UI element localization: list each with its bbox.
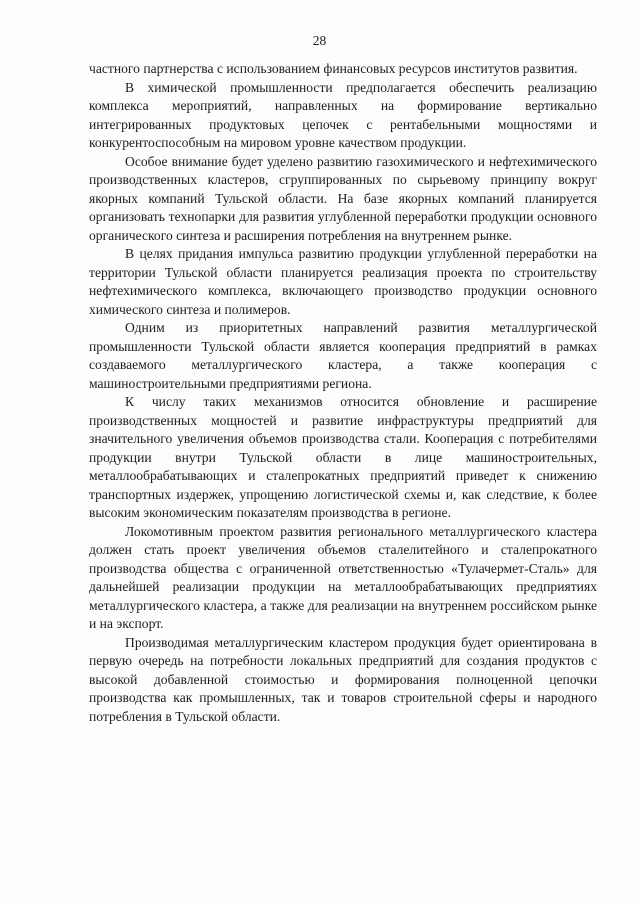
paragraph-metallurgy-priorities: Одним из приоритетных направлений развития металлургической промышленности Тульской области является кооперация предприятий в рамках создаваемого металлургического кластера, а также кооперация с машиностроительными предприятиями региона. bbox=[89, 320, 597, 391]
paragraph-clusters: Особое внимание будет уделено развитию газохимического и нефтехимического производственных кластеров, сгруппированных по сырьевому принципу вокруг якорных компаний Тульской области. На базе якорных компаний планируется организовать технопарки для развития углубленной переработки продукции основного органического синтеза и расширения потребления на внутреннем рынке. bbox=[89, 153, 597, 243]
document-body bbox=[89, 60, 597, 726]
paragraph-chemical-industry: В химической промышленности предполагается обеспечить реализацию комплекса мероприятий, направленных на формирование вертикально интегрированных продуктовых цепочек с рентабельными мощностями и конкурентоспособным на мировом уровне качеством продукции. bbox=[89, 79, 597, 150]
paragraph-mechanisms: К числу таких механизмов относится обновление и расширение производственных мощностей и развитие инфраструктуры предприятий для значительного увеличения объемов производства стали. Кооперация с потребителями продукции внутри Тульской области в лице машиностроительных, металлообрабатывающих и сталепрокатных предприятий приведет к снижению транспортных издержек, упрощению логистической схемы и, как следствие, к более высоким экономическим показателям производства в регионе. bbox=[89, 394, 597, 520]
page-number: 28 bbox=[312, 33, 327, 48]
paragraph-locomotive-project: Локомотивным проектом развития регионального металлургического кластера должен стать проект увеличения объемов сталелитейного и сталепрокатного производства общества с ограниченной ответственностью «Тулачермет-Сталь» для дальнейшей реализации продукции на металлообрабатывающих предприятиях металлургического кластера, а также для реализации на внутреннем российском рынке и на экспорт. bbox=[89, 523, 597, 631]
paragraph-products-orientation: Производимая металлургическим кластером продукция будет ориентирована в первую очередь на потребности локальных предприятий для создания продуктов с высокой добавленной стоимостью и формирования полноценной цепочки производства как промышленных, так и товаров строительной сферы и народного потребления в Тульской области. bbox=[89, 634, 597, 724]
paragraph-continuation: частного партнерства с использованием финансовых ресурсов институтов развития. bbox=[89, 61, 578, 76]
paragraph-petrochemical-complex: В целях придания импульса развитию продукции углубленной переработки на территории Тульской области планируется реализация проекта по строительству нефтехимического комплекса, включающего производство продукции основного химического синтеза и полимеров. bbox=[89, 246, 597, 317]
